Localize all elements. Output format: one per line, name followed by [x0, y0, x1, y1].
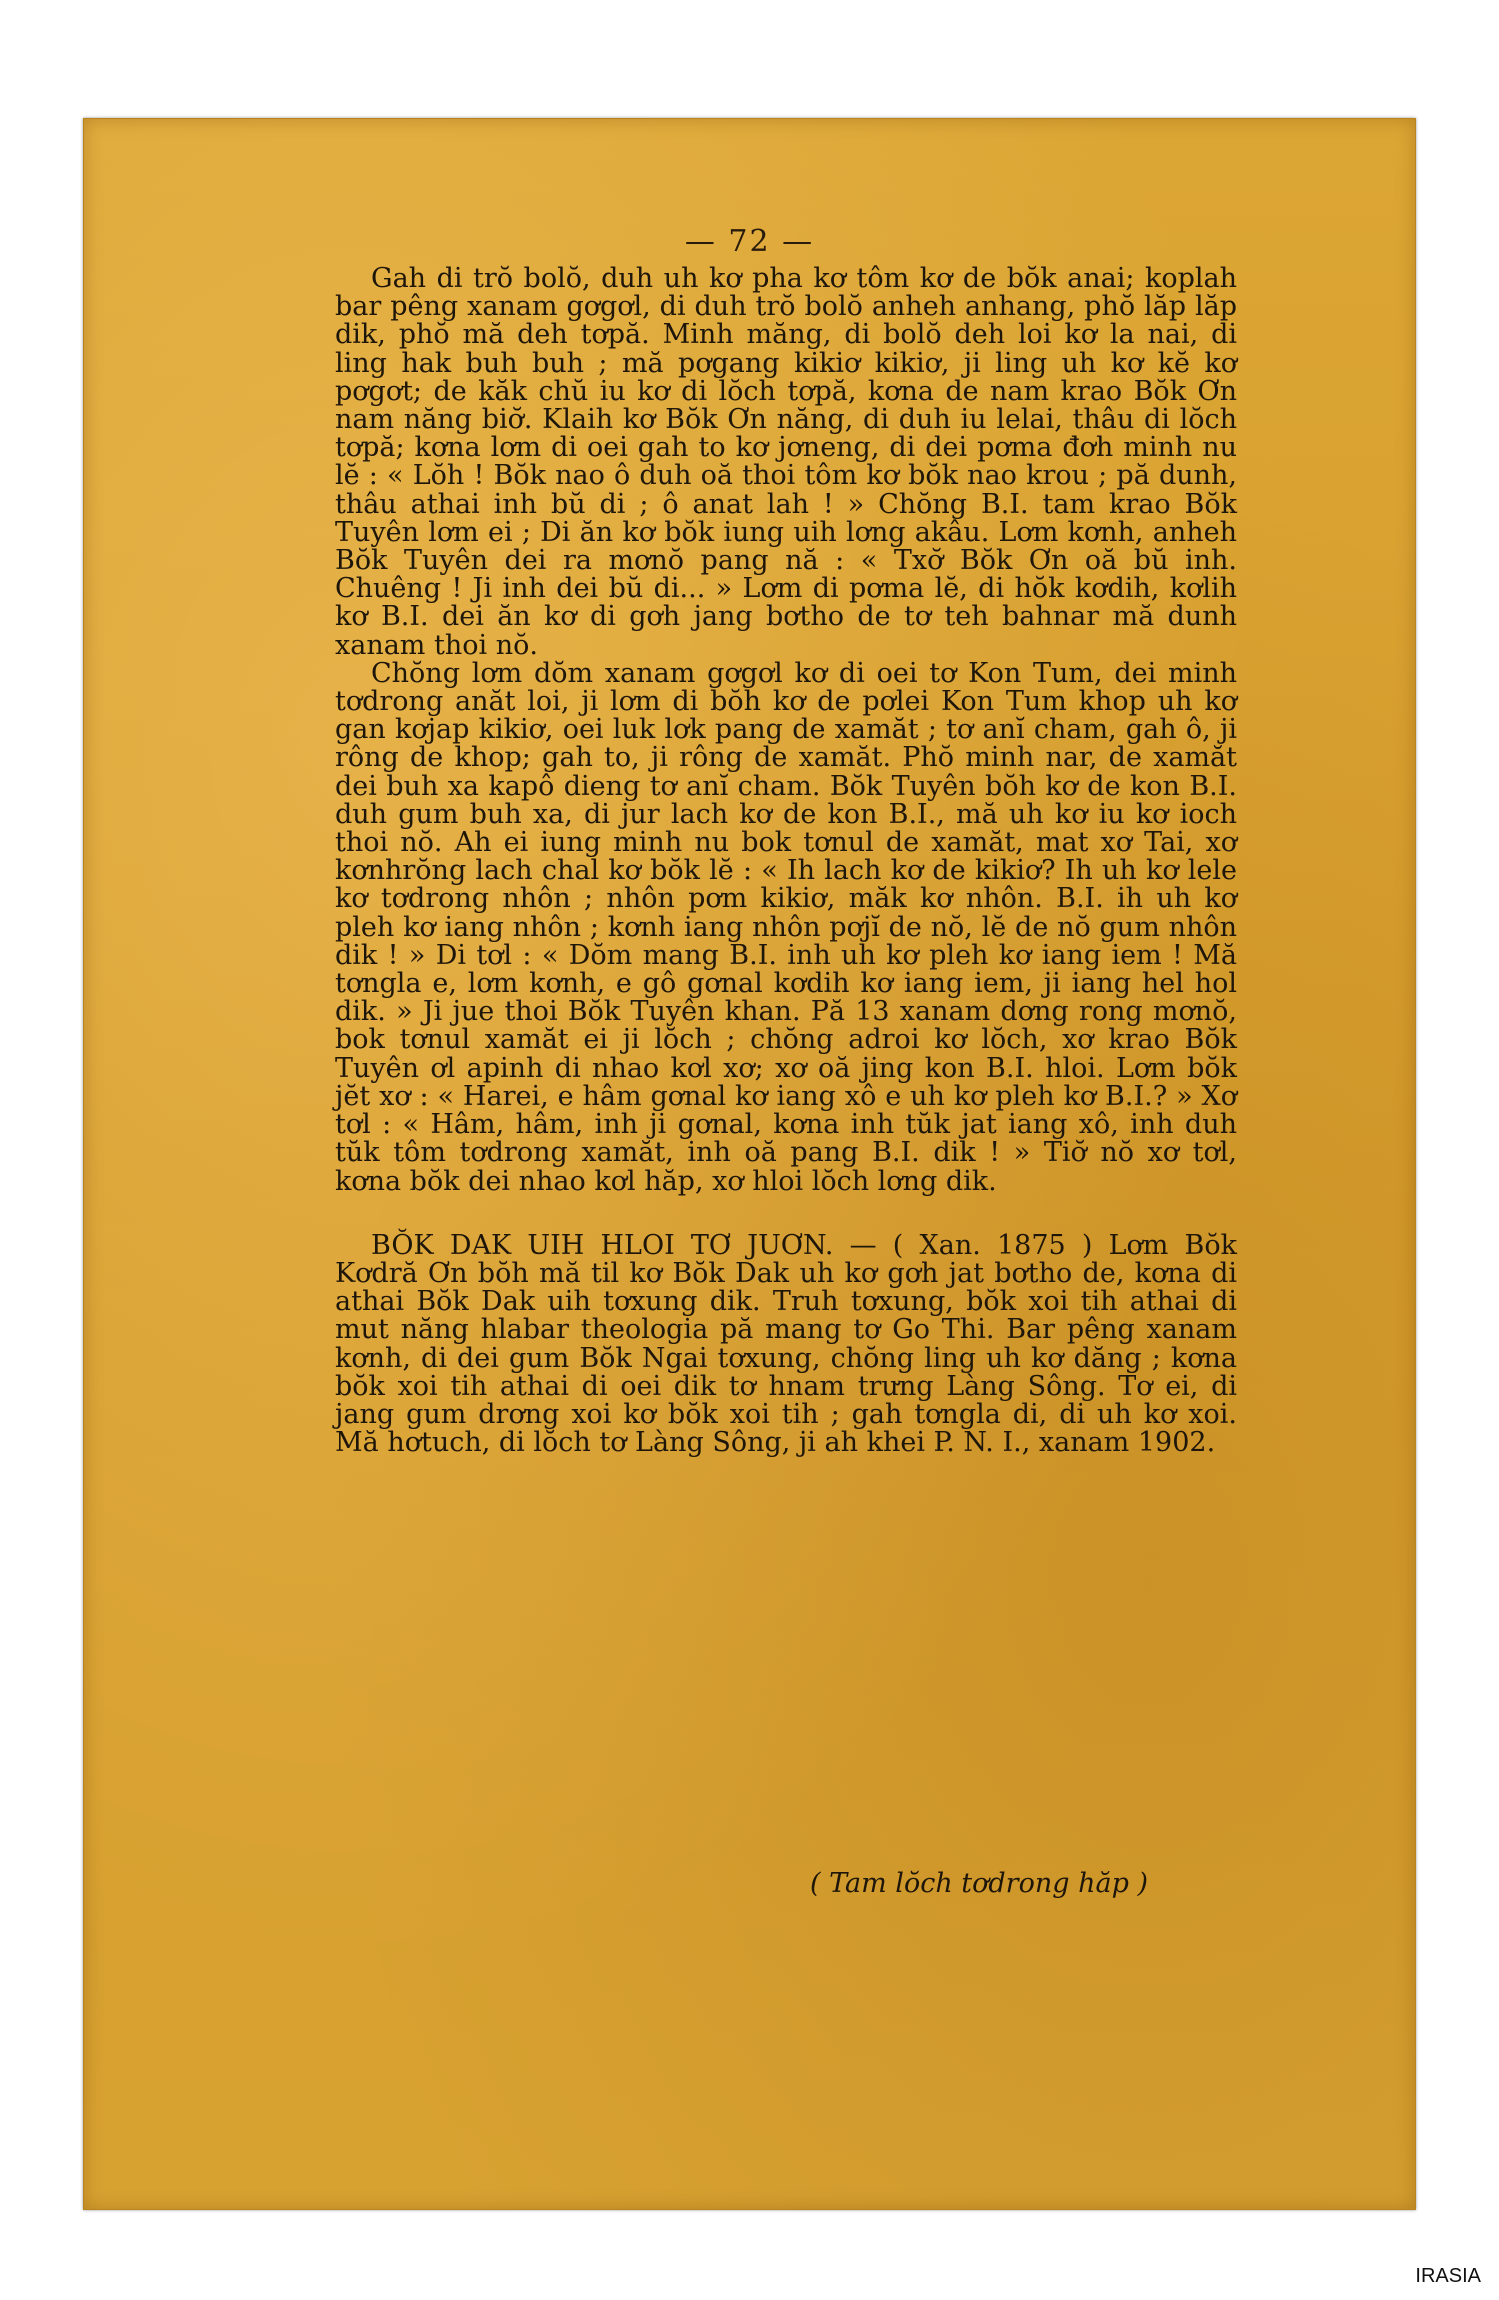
paragraph-3-section: BŎK DAK UIH HLOI TƠ JUƠN. — ( Xan. 1875 ) Lơm Bŏk Kơdră Ơn bŏh mă til kơ Bŏk Dak uh kơ gơh jat bơtho de, kơna di athai Bŏk Dak uih tơxung dik. Truh tơxung, bŏk xoi tih athai di mut năng hlabar theologia pă mang tơ Go Thi. Bar pêng xanam kơnh, di dei gum Bŏk Ngai tơxung, chŏng ling uh kơ dăng ; kơna bŏk xoi tih athai di oei dik tơ hnam trưng Làng Sông. Tơ ei, di jang gum drơng xoi kơ bŏk xoi tih ; gah tơngla di, di uh kơ xoi. Mă hơtuch, di lŏch tơ Làng Sông, ji ah khei P. N. I., xanam 1902.	[335, 1229, 1237, 1459]
watermark: IRASIA	[1415, 2265, 1481, 2287]
paragraph-1: Gah di trŏ bolŏ, duh uh kơ pha kơ tôm kơ de bŏk anai; koplah bar pêng xanam gơgơl, di duh trŏ bolŏ anheh anhang, phŏ lăp lăp dik, phŏ mă deh tơpă. Minh măng, di bolŏ deh loi kơ la nai, di ling hak buh buh ; mă pơgang kikiơ kikiơ, ji ling uh kơ kĕ kơ pơgơt; de kăk chŭ iu kơ di lŏch tơpă, kơna de nam krao Bŏk Ơn nam năng biơ̆. Klaih kơ Bŏk Ơn năng, di duh iu lelai, thâu di lŏch tơpă; kơna lơm di oei gah to kơ jơneng, di dei pơma đơh minh nu lĕ : « Lŏh ! Bŏk nao ô duh oă thoi tôm kơ bŏk nao krou ; pă dunh, thâu athai inh bŭ di ; ô anat lah ! » Chŏng B.I. tam krao Bŏk Tuyên lơm ei ; Di ăn kơ bŏk iung uih lơng akâu. Lơm kơnh, anheh Bŏk Tuyên dei ra mơnŏ pang nă : « Txơ̆ Bŏk Ơn oă bŭ inh. Chuêng ! Ji inh dei bŭ di... » Lơm di pơma lĕ, di hŏk kơdih, kơlih kơ B.I. dei ăn kơ di gơh jang bơtho de tơ teh bahnar mă dunh xanam thoi nŏ.	[335, 263, 1237, 661]
page-number: — 72 —	[684, 224, 815, 259]
page-body	[335, 265, 1237, 1457]
continuation-caption: ( Tam lŏch tơdrong hăp )	[810, 1868, 1148, 1899]
paragraph-2: Chŏng lơm dŏm xanam gơgơl kơ di oei tơ Kon Tum, dei minh tơdrong anăt loi, ji lơm di bŏh kơ de pơlei Kon Tum khop uh kơ gan kơjap kikiơ, oei luk lơk pang de xamăt ; tơ anĭ cham, gah ô, ji rông de khop; gah to, ji rông de xamăt. Phŏ minh nar, de xamăt dei buh xa kapô dieng tơ anĭ cham. Bŏk Tuyên bŏh kơ de kon B.I. duh gum buh xa, di jur lach kơ de kon B.I., mă uh kơ iu kơ ioch thoi nŏ. Ah ei iung minh nu bok tơnul de xamăt, mat xơ Tai, xơ kơnhrŏng lach chal kơ bŏk lĕ : « Ih lach kơ de kikiơ? Ih uh kơ lele kơ tơdrong nhôn ; nhôn pơm kikiơ, măk kơ nhôn. B.I. ih uh kơ pleh kơ iang nhôn ; kơnh iang nhôn pơjĭ de nŏ, lĕ de nŏ gum nhôn dik ! » Di tơl : « Dŏm mang B.I. inh uh kơ pleh kơ iang iem ! Mă tơngla e, lơm kơnh, e gô gơnal kơdih kơ iang iem, ji iang hel hol dik. » Ji jue thoi Bŏk Tuyên khan. Pă 13 xanam dơng rong mơnŏ, bok tơnul xamăt ei ji lŏch ; chŏng adroi kơ lŏch, xơ krao Bŏk Tuyên ơl apinh di nhao kơl xơ; xơ oă jing kon B.I. hloi. Lơm bŏk jĕt xơ : « Harei, e hâm gơnal kơ iang xô e uh kơ pleh kơ B.I.? » Xơ tơl : « Hâm, hâm, inh ji gơnal, kơna inh tŭk jat iang xô, inh duh tŭk tôm tơdrong xamăt, inh oă pang B.I. dik ! » Tiơ̆ nŏ xơ tơl, kơna bŏk dei nhao kơl hăp, xơ hloi lŏch lơng dik.	[335, 657, 1237, 1197]
